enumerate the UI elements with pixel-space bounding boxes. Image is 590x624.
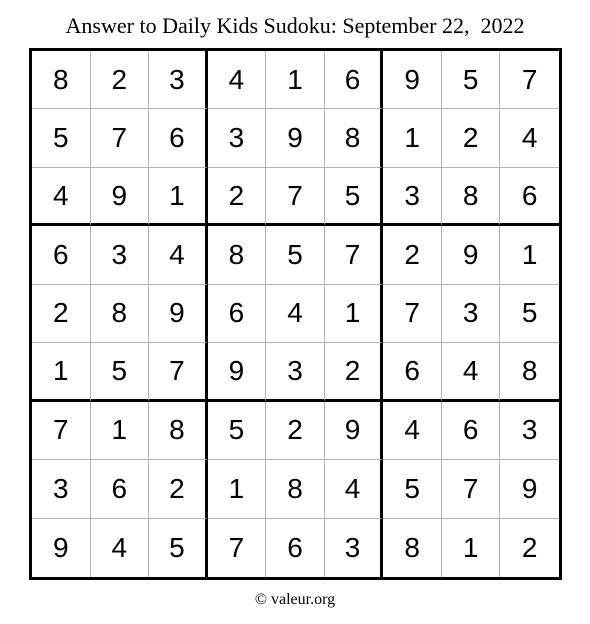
sudoku-cell-r2-c7: 1 xyxy=(383,109,442,167)
sudoku-cell-r3-c3: 1 xyxy=(149,168,208,226)
sudoku-cell-r7-c1: 7 xyxy=(32,402,91,460)
sudoku-cell-r4-c3: 4 xyxy=(149,226,208,284)
copyright-footer: © valeur.org xyxy=(254,591,336,608)
sudoku-cell-r7-c5: 2 xyxy=(266,402,325,460)
sudoku-cell-r3-c6: 5 xyxy=(325,168,384,226)
sudoku-cell-r5-c3: 9 xyxy=(149,285,208,343)
sudoku-cell-r9-c4: 7 xyxy=(208,519,267,577)
sudoku-cell-r4-c6: 7 xyxy=(325,226,384,284)
sudoku-cell-r9-c9: 2 xyxy=(521,531,538,563)
sudoku-cell-r3-c9: 6 xyxy=(500,168,559,226)
sudoku-cell-r1-c5: 1 xyxy=(266,51,325,109)
sudoku-cell-r5-c5: 4 xyxy=(266,285,325,343)
sudoku-cell-r4-c2: 3 xyxy=(91,226,150,284)
sudoku-cell-r7-c4: 5 xyxy=(208,402,267,460)
sudoku-cell-r1-c6: 6 xyxy=(325,51,384,109)
sudoku-cell-r6-c3: 7 xyxy=(149,343,208,401)
sudoku-cell-r8-c7: 5 xyxy=(383,460,442,518)
sudoku-cell-r5-c1: 2 xyxy=(32,285,91,343)
sudoku-cell-r7-c9: 3 xyxy=(500,402,559,460)
sudoku-cell-r3-c7: 3 xyxy=(383,168,442,226)
sudoku-cell-r6-c8: 4 xyxy=(442,343,501,401)
sudoku-cell-r9-c8: 1 xyxy=(442,519,501,577)
sudoku-cell-r7-c3: 8 xyxy=(149,402,208,460)
sudoku-cell-r3-c8: 8 xyxy=(442,168,501,226)
sudoku-cell-r5-c6: 1 xyxy=(325,285,384,343)
sudoku-cell-r2-c8: 2 xyxy=(442,109,501,167)
sudoku-cell-r6-c1: 1 xyxy=(32,343,91,401)
sudoku-cell-r2-c6: 8 xyxy=(325,109,384,167)
sudoku-cell-r5-c2: 8 xyxy=(91,285,150,343)
sudoku-cell-r1-c4: 4 xyxy=(208,51,267,109)
sudoku-cell-r1-c3: 3 xyxy=(149,51,208,109)
sudoku-cell-r4-c7: 2 xyxy=(383,226,442,284)
sudoku-cell-r6-c5: 3 xyxy=(266,343,325,401)
sudoku-cell-r6-c9: 8 xyxy=(500,343,559,401)
sudoku-cell-r4-c9: 1 xyxy=(500,226,559,284)
sudoku-cell-r5-c8: 3 xyxy=(442,285,501,343)
sudoku-cell-r7-c8: 6 xyxy=(442,402,501,460)
sudoku-cell-r8-c2: 6 xyxy=(91,460,150,518)
sudoku-cell-r1-c7: 9 xyxy=(383,51,442,109)
sudoku-cell-r2-c2: 7 xyxy=(91,109,150,167)
sudoku-cell-r4-c1: 6 xyxy=(32,226,91,284)
sudoku-cell-r3-c4: 2 xyxy=(208,168,267,226)
sudoku-cell-r6-c4: 9 xyxy=(208,343,267,401)
page-title: Answer to Daily Kids Sudoku: September 22, 2022 xyxy=(65,13,525,38)
sudoku-cell-r4-c5: 5 xyxy=(266,226,325,284)
sudoku-cell-r3-c2: 9 xyxy=(91,168,150,226)
sudoku-cell-r5-c4: 6 xyxy=(208,285,267,343)
sudoku-cell-r9-c2: 4 xyxy=(91,519,150,577)
sudoku-cell-r1-c1: 8 xyxy=(32,51,91,109)
sudoku-cell-r2-c1: 5 xyxy=(32,109,91,167)
sudoku-cell-r3-c5: 7 xyxy=(266,168,325,226)
sudoku-cell-r9-c3: 5 xyxy=(149,519,208,577)
sudoku-cell-r6-c6: 2 xyxy=(325,343,384,401)
sudoku-cell-r2-c4: 3 xyxy=(208,109,267,167)
sudoku-cell-r5-c9: 5 xyxy=(500,285,559,343)
sudoku-cell-r8-c6: 4 xyxy=(325,460,384,518)
sudoku-cell-r9-c1: 9 xyxy=(32,519,91,577)
sudoku-cell-r6-c7: 6 xyxy=(383,343,442,401)
sudoku-cell-r4-c4: 8 xyxy=(208,226,267,284)
sudoku-cell-r7-c2: 1 xyxy=(91,402,150,460)
sudoku-cell-r8-c9: 9 xyxy=(500,460,559,518)
sudoku-cell-r1-c2: 2 xyxy=(91,51,150,109)
sudoku-cell-r8-c8: 7 xyxy=(442,460,501,518)
sudoku-cell-r4-c8: 9 xyxy=(442,226,501,284)
sudoku-cell-r2-c9: 4 xyxy=(500,109,559,167)
sudoku-cell-r8-c3: 2 xyxy=(149,460,208,518)
sudoku-cell-r9-c5: 6 xyxy=(266,519,325,577)
sudoku-cell-r9-c7: 8 xyxy=(383,519,442,577)
sudoku-cell-r3-c1: 4 xyxy=(32,168,91,226)
sudoku-board xyxy=(29,48,562,580)
sudoku-cell-r2-c3: 6 xyxy=(149,109,208,167)
sudoku-cell-r8-c5: 8 xyxy=(266,460,325,518)
sudoku-cell-r1-c9: 7 xyxy=(500,51,559,109)
sudoku-cell-r7-c7: 4 xyxy=(383,402,442,460)
sudoku-cell-r1-c8: 5 xyxy=(442,51,501,109)
sudoku-cell-r9-c6: 3 xyxy=(325,519,384,577)
sudoku-cell-r8-c4: 1 xyxy=(208,460,267,518)
sudoku-cell-r7-c6: 9 xyxy=(325,402,384,460)
sudoku-cell-r6-c2: 5 xyxy=(91,343,150,401)
sudoku-cell-r2-c5: 9 xyxy=(266,109,325,167)
sudoku-cell-r8-c1: 3 xyxy=(32,460,91,518)
sudoku-cell-r5-c7: 7 xyxy=(383,285,442,343)
